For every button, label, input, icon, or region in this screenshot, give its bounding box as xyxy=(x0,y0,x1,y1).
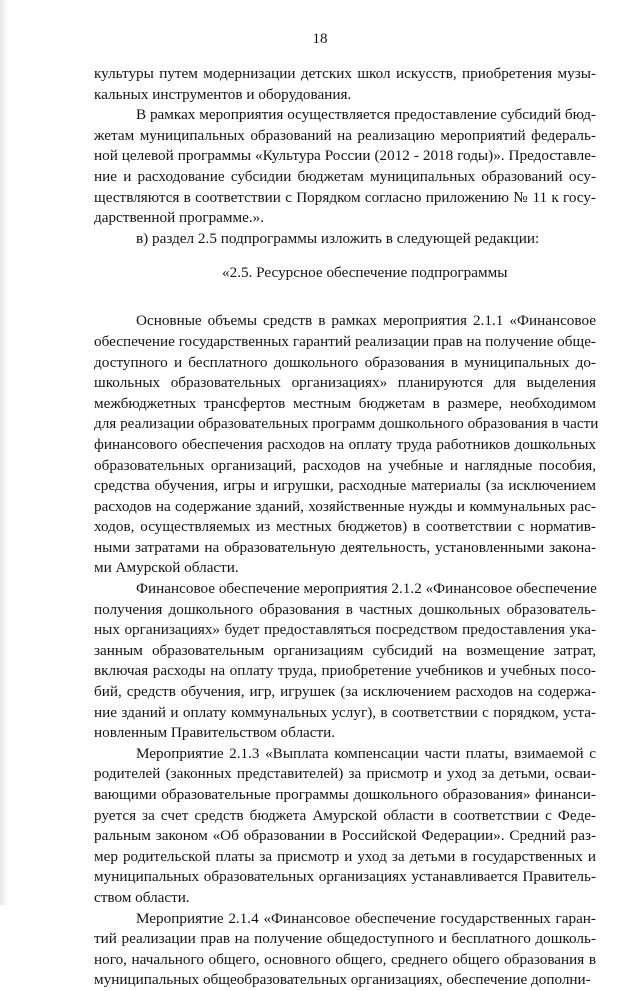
section-heading: «2.5. Ресурсное обеспечение подпрограммы xyxy=(222,264,508,282)
text-line: ной целевой программы «Культура России (2012 - 2018 годы)». Предоставле- xyxy=(94,147,596,165)
text-line: расходов на содержание зданий, хозяйственные нужды и коммунальных рас- xyxy=(94,497,596,515)
text-line: мер родительской платы за присмотр и уход за детьми в государственных и xyxy=(94,847,596,865)
text-line: Основные объемы средств в рамках мероприятия 2.1.1 «Финансовое xyxy=(136,312,596,330)
text-line: финансового обеспечения расходов на оплату труда работников дошкольных xyxy=(94,435,596,453)
text-line: ного, начального общего, основного общего, среднего общего образования в xyxy=(94,950,596,968)
paragraph xyxy=(94,64,596,105)
text-line: руется за счет средств бюджета Амурской области в соответствии с Феде- xyxy=(94,806,596,824)
text-line: Финансовое обеспечение мероприятия 2.1.2 «Финансовое обеспечение xyxy=(136,580,597,598)
text-line: для реализации образовательных программ дошкольного образования в части xyxy=(94,415,599,433)
text-line: муниципальных общеобразовательных организациях, обеспечение дополни- xyxy=(94,971,591,989)
paragraph xyxy=(94,229,596,250)
text-line: ральным законом «Об образовании в Российской Федерации». Средний раз- xyxy=(94,827,596,845)
text-line: В рамках мероприятия осуществляется предоставление субсидий бюд- xyxy=(136,106,596,124)
page-number: 18 xyxy=(312,31,328,47)
text-line: тий реализации прав на получение общедоступного и бесплатного дошколь- xyxy=(94,930,596,948)
paragraph xyxy=(94,105,596,229)
text-line: культуры путем модернизации детских школ искусств, приобретения музы- xyxy=(94,65,596,82)
text-line: ние и расходование субсидии бюджетам муниципальных образований осу- xyxy=(94,167,596,185)
scan-edge-shadow xyxy=(0,0,8,905)
document-body xyxy=(94,64,599,991)
text-line: вающими образовательные программы дошкольного образования» финанси- xyxy=(94,786,596,803)
text-line: жетам муниципальных образований на реализацию мероприятий федераль- xyxy=(94,126,596,144)
text-line: дарственной программе.». xyxy=(94,209,265,227)
text-line: получения дошкольного образования в частных дошкольных образователь- xyxy=(94,600,596,618)
text-line: доступного и бесплатного дошкольного образования в муниципальных до- xyxy=(94,353,596,371)
paragraph xyxy=(94,909,596,991)
text-line: обеспечение государственных гарантий реализации прав на получение обще- xyxy=(94,332,596,350)
text-line: ми Амурской области. xyxy=(94,559,239,577)
spacer xyxy=(94,249,596,263)
text-line: родителей (законных представителей) за присмотр и уход за детьми, осваи- xyxy=(94,765,596,783)
text-line: занным образовательным организациям субсидий на возмещение затрат, xyxy=(94,641,596,659)
text-line: новленным Правительством области. xyxy=(94,724,336,742)
text-line: средства обучения, игры и игрушки, расходные материалы (за исключением xyxy=(94,477,596,495)
text-line: в) раздел 2.5 подпрограммы изложить в следующей редакции: xyxy=(136,229,540,247)
paragraph xyxy=(94,744,596,909)
text-line: ние зданий и оплату коммунальных услуг), в соответствии с порядком, уста- xyxy=(94,703,596,721)
paragraph xyxy=(94,579,596,744)
text-line: ными затратами на образовательную деятельность, установленными законa- xyxy=(94,538,596,556)
text-line: включая расходы на оплату труда, приобретение учебников и учебных посо- xyxy=(94,662,596,680)
text-line: ществляются в соответствии с Порядком согласно приложению № 11 к госу- xyxy=(94,188,596,206)
text-line: ных организациях» будет предоставляться посредством предоставления ука- xyxy=(94,621,596,639)
spacer xyxy=(94,285,596,311)
text-line: ством области. xyxy=(94,888,190,906)
text-line: образовательных организаций, расходов на учебные и наглядные пособия, xyxy=(94,456,596,474)
text-line: муниципальных образовательных организациях устанавливается Правитель- xyxy=(94,868,596,886)
text-line: ходов, осуществляемых из местных бюджетов) в соответствии с норматив- xyxy=(94,518,596,536)
text-line: школьных образовательных организациях» планируются для выделения xyxy=(94,374,596,392)
text-line: кальных инструментов и оборудования. xyxy=(94,85,352,103)
text-line: бий, средств обучения, игр, игрушек (за исключением расходов на содержа- xyxy=(94,683,596,701)
intro-paragraphs xyxy=(94,64,596,249)
section-paragraphs xyxy=(94,311,599,991)
text-line: Мероприятие 2.1.4 «Финансовое обеспечение государственных гаран- xyxy=(136,909,596,927)
text-line: межбюджетных трансфертов местным бюджетам в размере, необходимом xyxy=(94,394,596,412)
paragraph xyxy=(94,311,599,579)
text-line: Мероприятие 2.1.3 «Выплата компенсации части платы, взимаемой с xyxy=(136,744,596,762)
